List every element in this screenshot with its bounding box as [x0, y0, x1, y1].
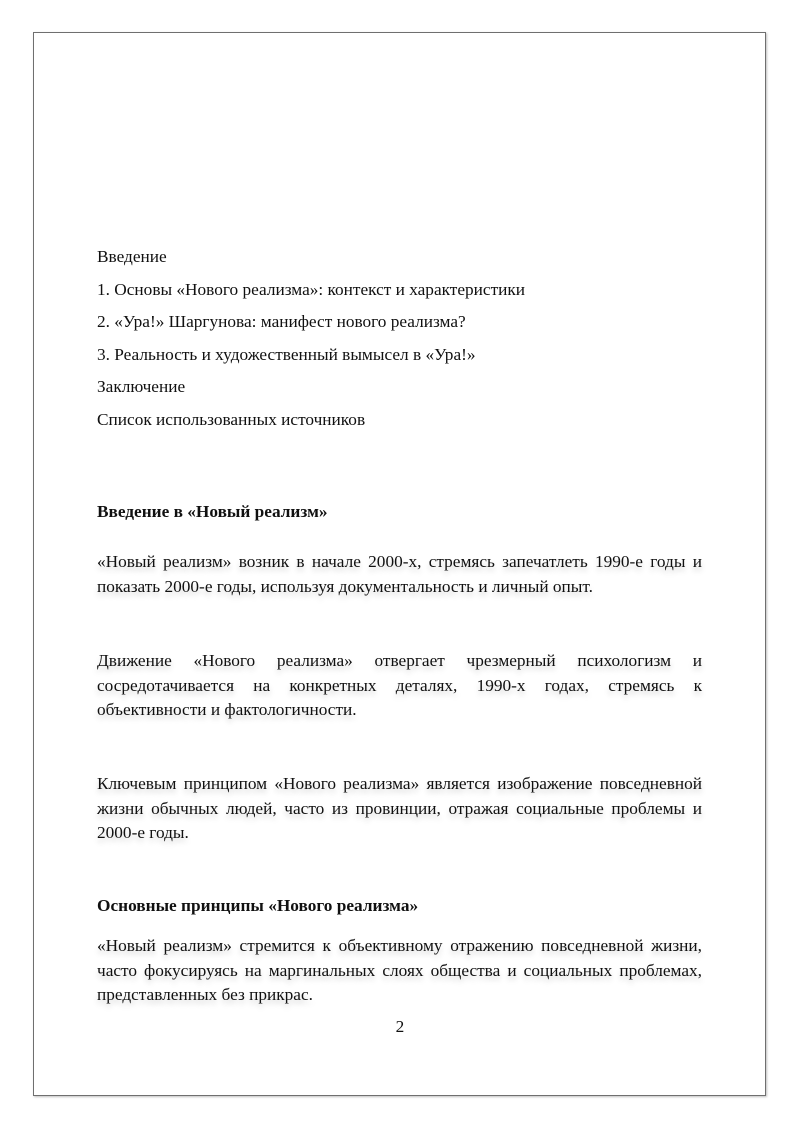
section-heading-principles: Основные принципы «Нового реализма»	[97, 896, 419, 915]
toc-item-chapter-3: 3. Реальность и художественный вымысел в «Ура!»	[97, 344, 476, 364]
toc-item-chapter-2: 2. «Ура!» Шаргунова: манифест нового реализма?	[97, 312, 466, 332]
section-heading-intro: Введение в «Новый реализм»	[97, 502, 328, 521]
paragraph-4: «Новый реализм» стремится к объективному отражению повседневной жизни, часто фокусируясь на маргинальных слоях общества и социальных проблемах, представленных без прикрас.	[97, 936, 702, 1005]
page-number: 2	[395, 1017, 405, 1036]
table-of-contents	[97, 241, 702, 437]
toc-item-references: Список использованных источников	[97, 409, 366, 429]
toc-item-introduction: Введение	[97, 247, 167, 266]
paragraph-1: «Новый реализм» возник в начале 2000-х, стремясь запечатлеть 1990-е годы и показать 2000-е годы, используя документальность и личный опыт.	[97, 552, 702, 596]
paragraph-3: Ключевым принципом «Нового реализма» является изображение повседневной жизни обычных людей, часто из провинции, отражая социальные проблемы и 2000-е годы.	[97, 774, 702, 843]
toc-item-conclusion: Заключение	[97, 377, 186, 397]
paragraph-2: Движение «Нового реализма» отвергает чрезмерный психологизм и сосредотачивается на конкретных деталях, 1990-х годах, стремясь к объективности и фактологичности.	[97, 651, 702, 720]
toc-item-chapter-1: 1. Основы «Нового реализма»: контекст и характеристики	[97, 279, 526, 299]
